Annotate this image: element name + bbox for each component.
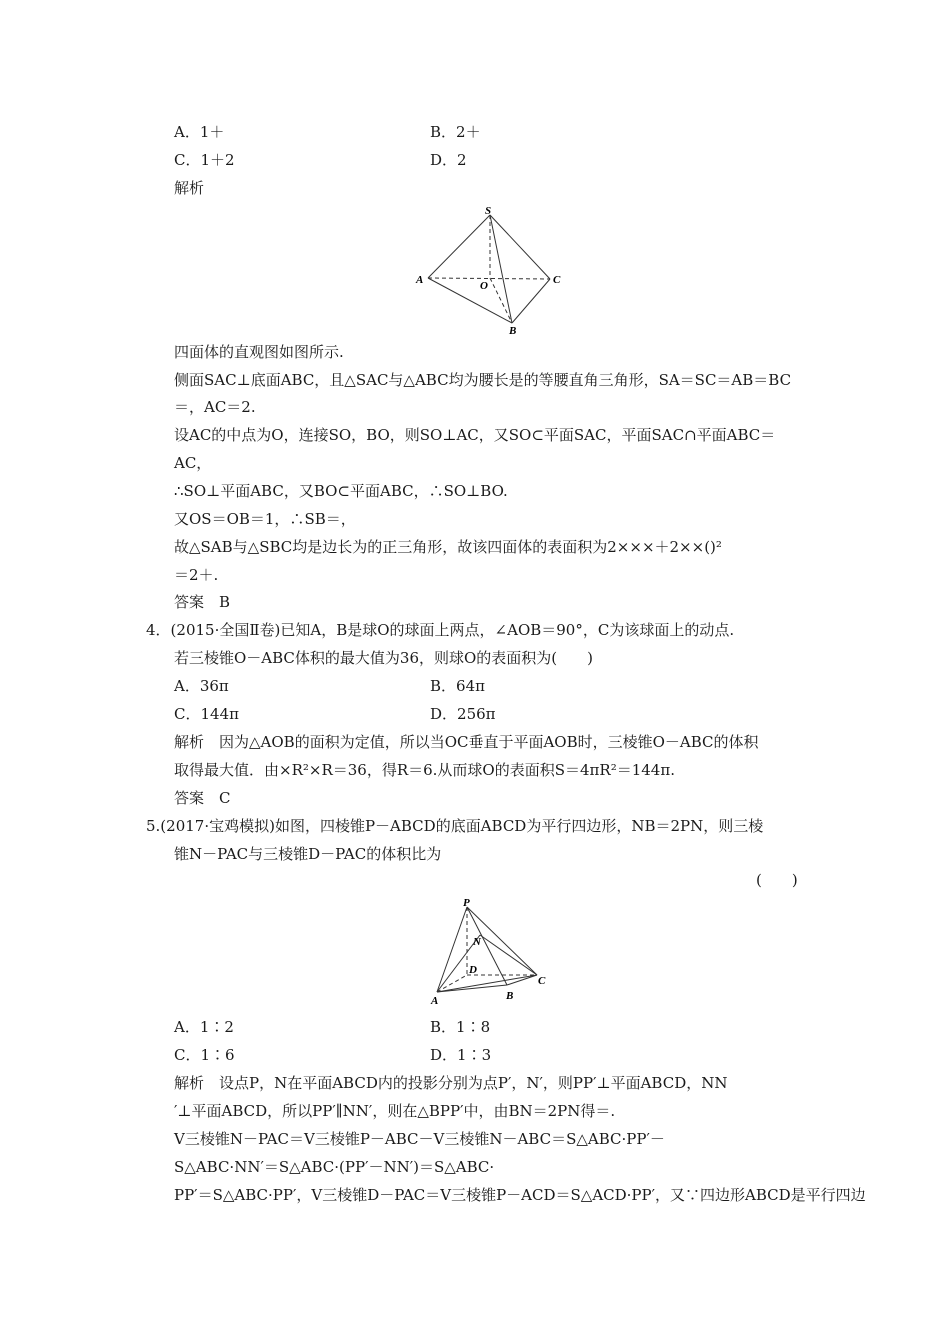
q5-answer-bracket: ( ) bbox=[756, 871, 798, 889]
q4-answer: 答案 C bbox=[174, 789, 231, 807]
q3-answer: 答案 B bbox=[174, 593, 231, 611]
q4-option-d[interactable]: D．256π bbox=[430, 705, 496, 723]
fig2-label-d: D bbox=[469, 964, 477, 976]
fig1-label-c: C bbox=[553, 274, 561, 286]
q3-option-c[interactable]: C．1＋2 bbox=[174, 151, 235, 169]
q4-option-c[interactable]: C．144π bbox=[174, 705, 239, 723]
q5-option-c[interactable]: C．1∶6 bbox=[174, 1046, 235, 1064]
q4-analysis-line: 解析 因为△AOB的面积为定值，所以当OC垂直于平面AOB时，三棱锥O－ABC的体积 bbox=[174, 733, 759, 751]
q4-analysis-line: 取得最大值．由×R²×R＝36，得R＝6.从而球O的表面积S＝4πR²＝144π. bbox=[174, 761, 675, 779]
q5-analysis-line: V三棱锥N－PAC＝V三棱锥P－ABC－V三棱锥N－ABC＝S△ABC·PP′－ bbox=[174, 1130, 665, 1148]
q4-option-b[interactable]: B．64π bbox=[430, 677, 485, 695]
q3-analysis-line: ＝，AC＝2. bbox=[174, 398, 256, 416]
q3-option-a[interactable]: A．1＋ bbox=[174, 123, 225, 141]
q5-analysis-line: S△ABC·NN′＝S△ABC·(PP′－NN′)＝S△ABC· bbox=[174, 1158, 495, 1176]
fig2-label-b: B bbox=[506, 990, 514, 1002]
q3-option-b[interactable]: B．2＋ bbox=[430, 123, 481, 141]
fig2-label-p: P bbox=[463, 897, 470, 909]
q3-analysis-line: 四面体的直观图如图所示. bbox=[174, 343, 344, 361]
fig1-label-o: O bbox=[480, 280, 488, 292]
fig1-label-s: S bbox=[485, 205, 492, 217]
fig1-label-a: A bbox=[416, 274, 424, 286]
q3-analysis-line: ∴SO⊥平面ABC，又BO⊂平面ABC，∴SO⊥BO. bbox=[174, 482, 508, 500]
q3-analysis-line: AC， bbox=[174, 454, 212, 472]
q5-option-b[interactable]: B．1∶8 bbox=[430, 1018, 491, 1036]
q3-analysis-heading: 解析 bbox=[174, 179, 205, 197]
q4-stem-line: 若三棱锥O－ABC体积的最大值为36，则球O的表面积为( ) bbox=[174, 649, 593, 667]
q4-stem-line: 4．(2015·全国Ⅱ卷)已知A，B是球O的球面上两点，∠AOB＝90°，C为该球面上的动点. bbox=[146, 621, 735, 639]
q5-analysis-line: PP′＝S△ABC·PP′，V三棱锥D－PAC＝V三棱锥P－ACD＝S△ACD·PP′，又∵四边形ABCD是平行四边 bbox=[174, 1186, 866, 1204]
q3-analysis-line: 故△SAB与△SBC均是边长为的正三角形，故该四面体的表面积为2×××＋2××()² bbox=[174, 538, 722, 556]
q3-analysis-line: 侧面SAC⊥底面ABC，且△SAC与△ABC均为腰长是的等腰直角三角形，SA＝SC＝AB＝BC bbox=[174, 371, 792, 389]
q5-analysis-line: ′⊥平面ABCD，所以PP′∥NN′，则在△BPP′中，由BN＝2PN得＝. bbox=[174, 1102, 616, 1120]
q5-analysis-line: 解析 设点P，N在平面ABCD内的投影分别为点P′，N′，则PP′⊥平面ABCD，NN bbox=[174, 1074, 728, 1092]
fig2-label-a: A bbox=[431, 995, 439, 1007]
q3-analysis-line: 设AC的中点为O，连接SO，BO，则SO⊥AC，又SO⊂平面SAC，平面SAC∩平面ABC＝ bbox=[174, 426, 776, 444]
q3-analysis-line: 又OS＝OB＝1，∴SB＝， bbox=[174, 510, 356, 528]
q3-analysis-line: ＝2＋. bbox=[174, 566, 219, 584]
pyramid-figure bbox=[425, 895, 555, 1010]
tetrahedron-figure bbox=[410, 203, 570, 335]
q5-stem-line: 锥N－PAC与三棱锥D－PAC的体积比为 bbox=[174, 845, 442, 863]
q5-stem-line: 5.(2017·宝鸡模拟)如图，四棱锥P－ABCD的底面ABCD为平行四边形，NB＝2PN，则三棱 bbox=[146, 817, 764, 835]
fig1-label-b: B bbox=[509, 325, 517, 335]
fig2-label-c: C bbox=[538, 975, 546, 987]
q4-option-a[interactable]: A．36π bbox=[174, 677, 229, 695]
q3-option-d[interactable]: D．2 bbox=[430, 151, 467, 169]
q5-option-a[interactable]: A．1∶2 bbox=[174, 1018, 234, 1036]
fig2-label-n: N bbox=[473, 936, 481, 948]
q5-option-d[interactable]: D．1∶3 bbox=[430, 1046, 492, 1064]
